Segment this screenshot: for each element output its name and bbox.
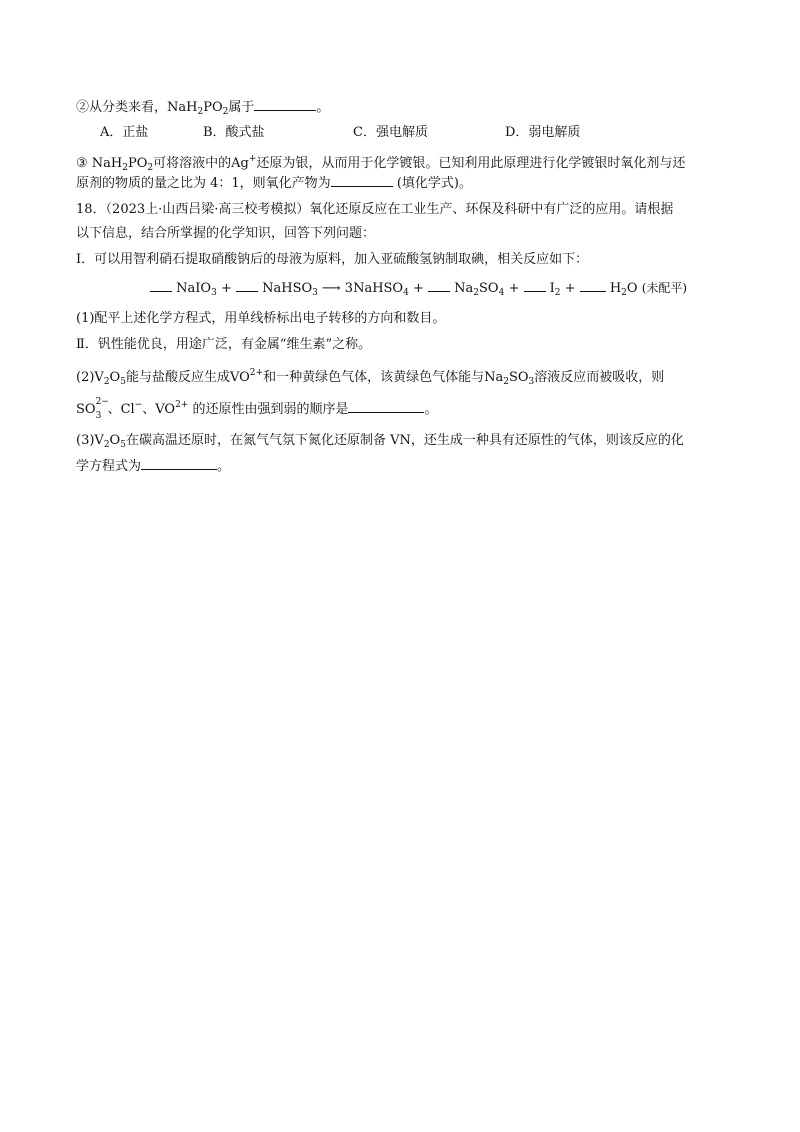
q18-part1: Ⅰ．可以用智利硝石提取硝酸钠后的母液为原料，加入亚硫酸氢钠制取碘，相关反应如下： [76,252,589,267]
q18-question-2-line1: $(2)V_2O_5$能与盐酸反应生成$VO^{2+}$和一种黄绿色气体，该黄绿色气体能与$Na_2SO_3$溶液反应而被吸收，则 [76,368,665,387]
q18-question-3-line2: 学方程式为 。 [76,459,231,474]
q17-part3-line2: 原剂的物质的量之比为 4：1，则氧化产物为 (填化学式)。 [76,176,472,191]
chem-vo2-ion: $VO^{2+}$ [229,368,264,385]
answer-blank[interactable] [254,98,316,111]
unbalanced-note: (未配平) [641,281,688,295]
coefficient-blank[interactable] [428,279,450,292]
answer-blank[interactable] [331,174,393,187]
q17-part2-mid: 属于 [228,100,255,115]
chem-v2o5: $V_2O_5$ [94,433,126,450]
coefficient-blank[interactable] [236,279,258,292]
q17-part3-line1: ③ $NaH_2PO_2$可将溶液中的Ag+还原为银，从而用于化学镀银。已知利用此原理进行化学镀银时氧化剂与还 [76,154,686,173]
option-d[interactable]: D．弱电解质 [505,125,581,140]
reaction-arrow: ⟶ [322,281,341,296]
q18-part2: Ⅱ．钒性能优良，用途广泛，有金属“维生素”之称。 [76,337,372,352]
q17-part2-line: ②从分类来看，$NaH_2PO_2$属于 。 [76,100,330,117]
q17-part2-prefix: ②从分类来看， [76,100,168,115]
coefficient-blank[interactable] [150,279,172,292]
answer-blank[interactable] [348,400,424,413]
chem-so3-ion: SO 2− 3 [76,397,109,421]
chem-nah2po2: $NaH_2PO_2$ [167,100,229,117]
q18-question-1: (1)配平上述化学方程式，用单线桥标出电子转移的方向和数目。 [76,311,446,326]
option-c[interactable]: C．强电解质 [353,125,428,140]
q18-question-3-line1: $(3)V_2O_5$在碳高温还原时，在氮气气氛下氮化还原制备 VN，还生成一种具有还原性的气体，则该反应的化 [76,433,684,450]
option-b[interactable]: B．酸式盐 [203,125,265,140]
option-a[interactable]: A．正盐 [100,125,149,140]
q18-question-2-line2: SO 2− 3 、Cl−、$VO^{2+}$ 的还原性由强到弱的顺序是 。 [76,397,438,421]
q18-header: 18．（2023上·山西吕梁·高三校考模拟）氧化还原反应在工业生产、环保及科研中有广泛的应用。请根据 [76,202,674,217]
q18-header-cont: 以下信息，结合所掌握的化学知识，回答下列问题： [76,226,376,241]
answer-blank[interactable] [141,457,217,470]
chem-na2so3: $Na_2SO_3$ [484,370,535,387]
coefficient-blank[interactable] [524,279,546,292]
reaction-equation: NaIO$_3$ + NaHSO$_3$ ⟶ 3NaHSO$_4$ + $Na_2SO_4 + I_2 + H_2O$ (未配平) [150,278,687,303]
coefficient-blank[interactable] [580,279,606,292]
chem-nah2po2: $NaH_2PO_2$ [91,156,154,173]
chem-v2o5: $V_2O_5$ [94,370,126,387]
chem-ag-ion: Ag+ [231,154,257,171]
